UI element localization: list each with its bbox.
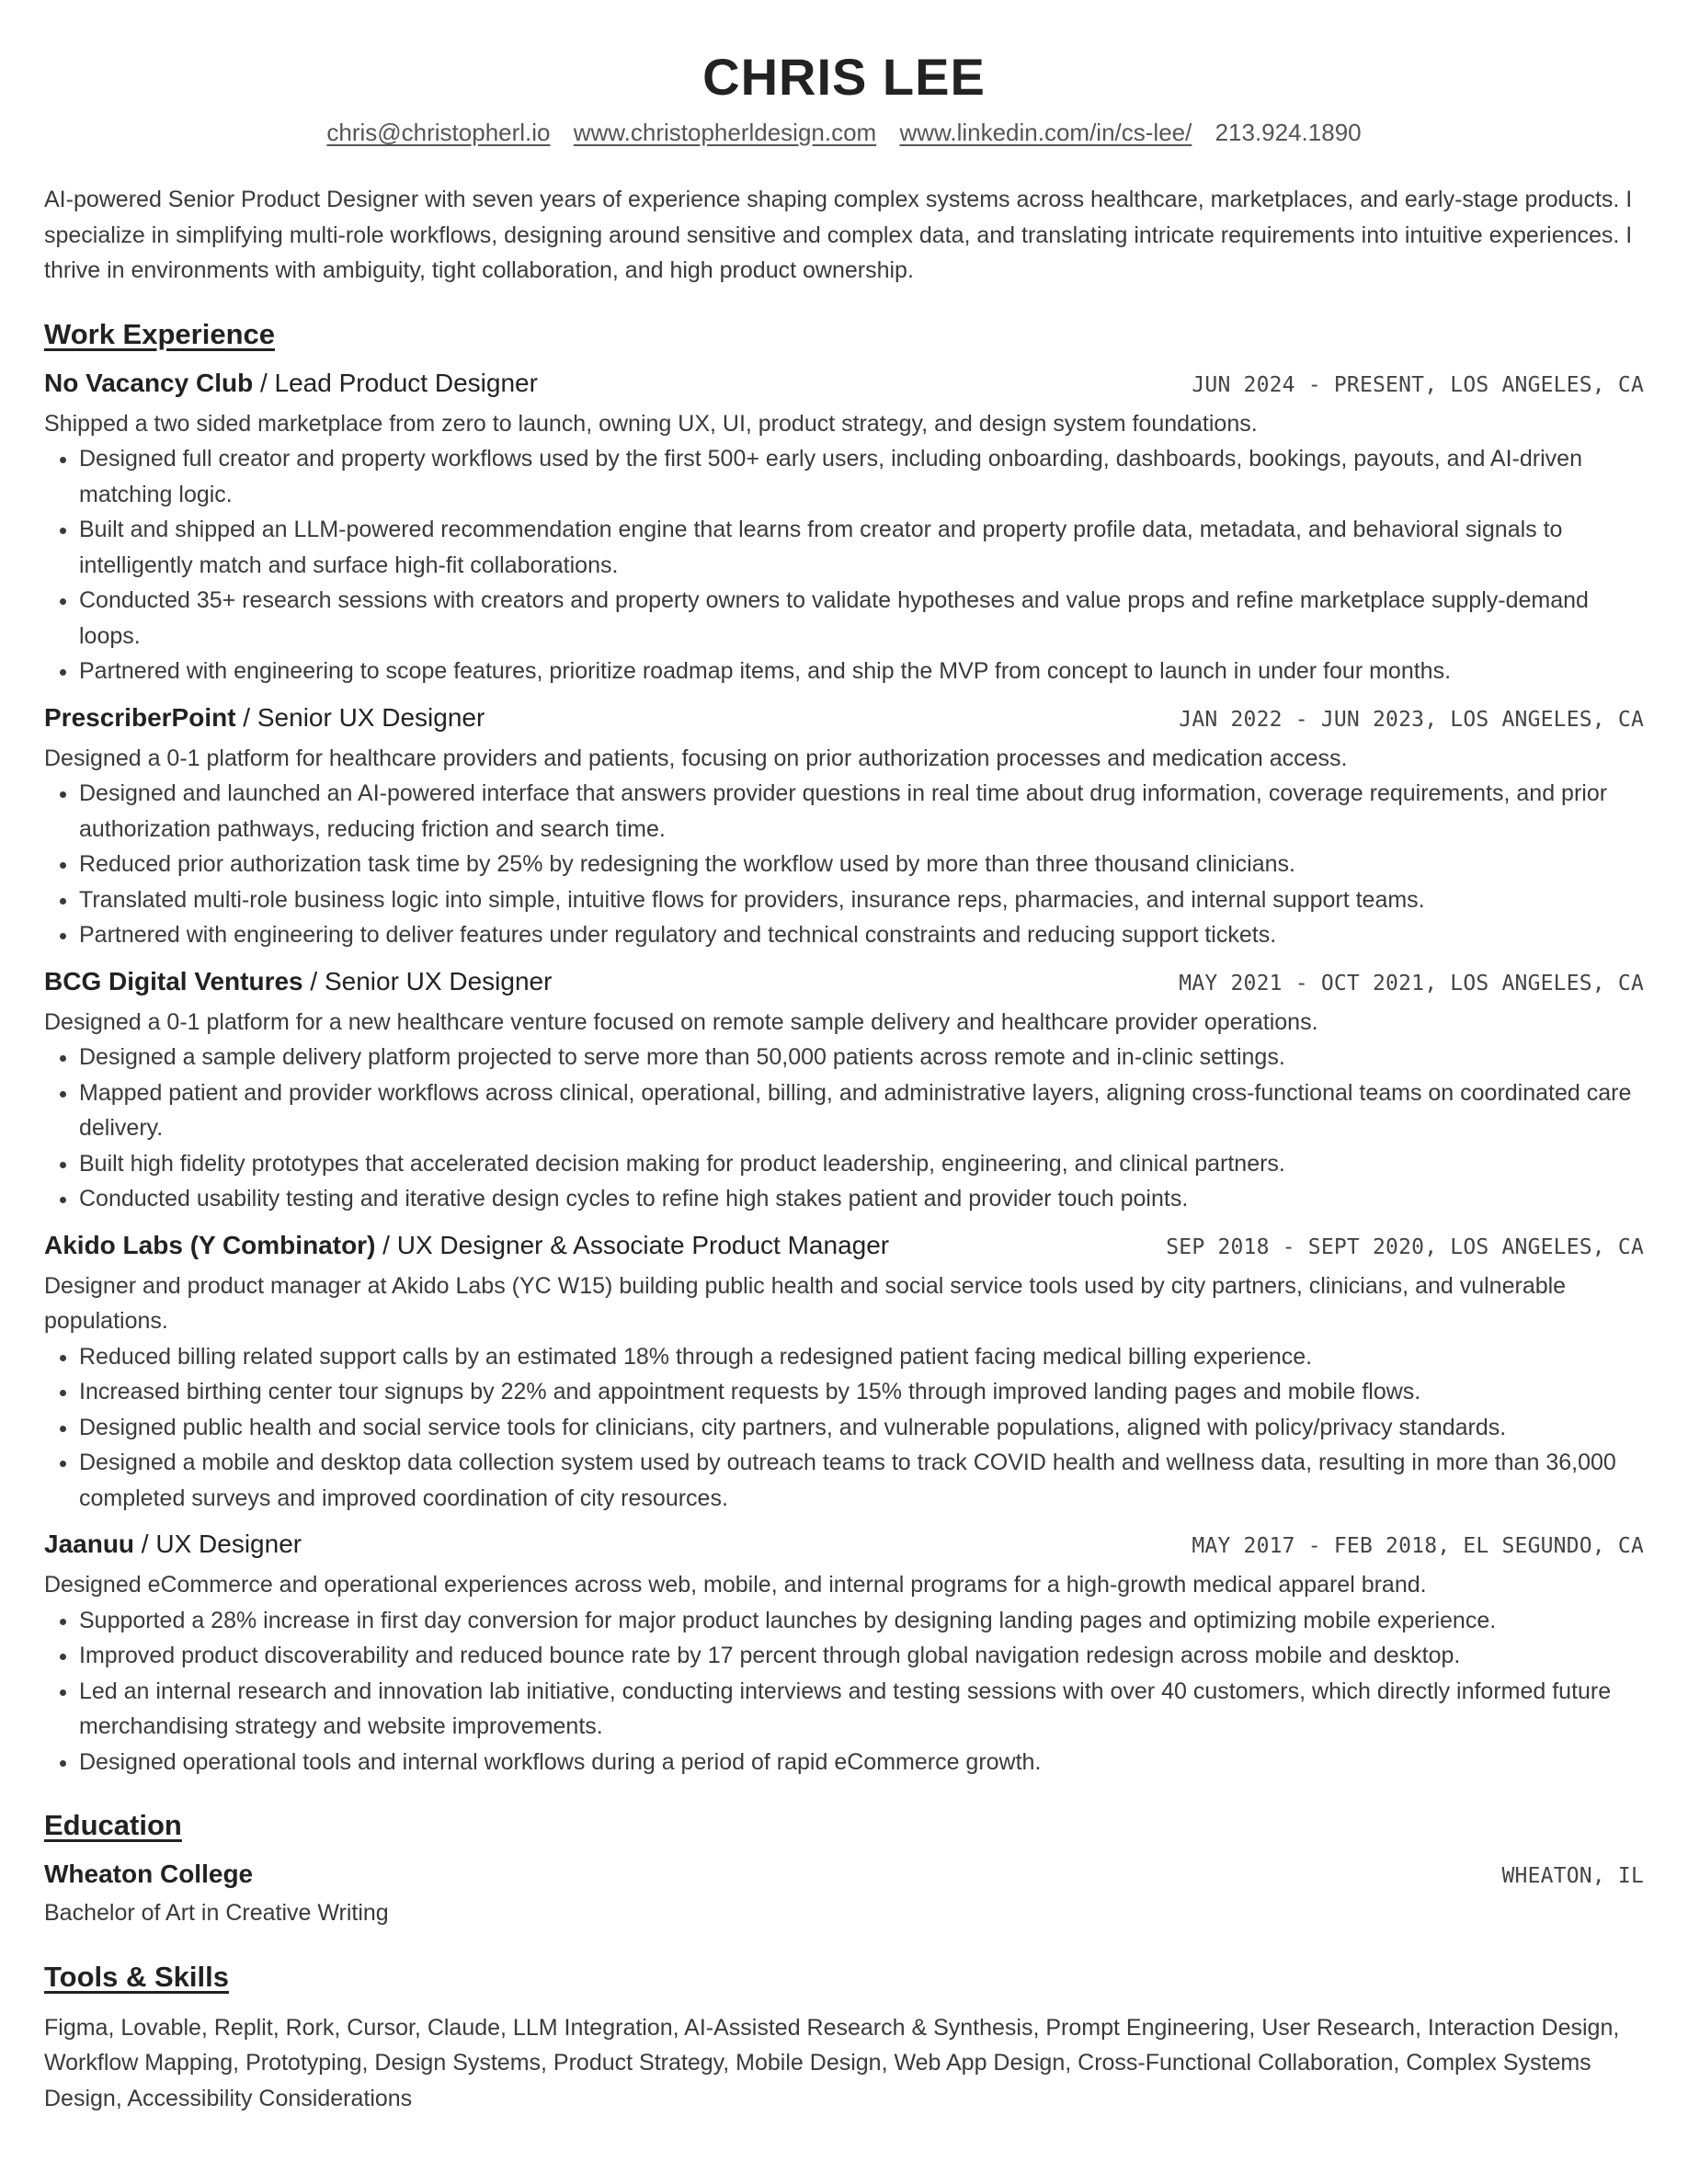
job-dates-location: JAN 2022 - JUN 2023, LOS ANGELES, CA — [1179, 707, 1644, 732]
job-entry — [44, 1226, 1644, 1517]
job-bullet: • Translated multi-role business logic into simple, intuitive flows for providers, insurance reps, pharmacies, and internal support teams. — [79, 882, 1644, 918]
website-link[interactable]: www.christopherldesign.com — [573, 119, 877, 146]
education-degree: Bachelor of Art in Creative Writing — [44, 1900, 389, 1926]
job-title — [44, 1525, 302, 1564]
job-entry — [44, 962, 1644, 1217]
job-bullets — [44, 1339, 1644, 1517]
professional-summary: AI-powered Senior Product Designer with seven years of experience shaping complex systems across healthcare, marketplaces, and early-stage products. I specialize in simplifying multi-role workflows, designing around sensitive and complex data, and translating intricate requirements into intuitive experiences. I thrive in environments with ambiguity, tight collaboration, and high product ownership. — [44, 187, 1633, 283]
job-bullet: • Reduced billing related support calls by an estimated 18% through a redesigned patient facing medical billing experience. — [79, 1339, 1644, 1375]
candidate-name: CHRIS LEE — [702, 48, 986, 106]
job-header — [44, 962, 1644, 1003]
job-dates-location: MAY 2017 - FEB 2018, EL SEGUNDO, CA — [1192, 1534, 1644, 1558]
phone-number: 213.924.1890 — [1215, 119, 1362, 146]
job-role: / UX Designer & Associate Product Manager — [375, 1230, 890, 1259]
job-bullet: • Improved product discoverability and reduced bounce rate by 17 percent through global navigation redesign across mobile and desktop. — [79, 1638, 1644, 1674]
job-title — [44, 962, 552, 1001]
education-heading: Education — [44, 1809, 182, 1841]
job-title — [44, 699, 485, 737]
job-header — [44, 364, 1644, 404]
job-bullet: • Reduced prior authorization task time by 25% by redesigning the workflow used by more than three thousand clinicians. — [79, 847, 1644, 882]
job-company: BCG Digital Ventures — [44, 966, 303, 995]
job-role: / UX Designer — [134, 1530, 302, 1558]
job-bullets — [44, 441, 1644, 689]
job-bullet: • Increased birthing center tour signups by 22% and appointment requests by 15% through improved landing pages and mobile flows. — [79, 1374, 1644, 1410]
job-title — [44, 364, 538, 403]
job-role: / Senior UX Designer — [302, 966, 553, 995]
job-description: Designed a 0-1 platform for a new healthcare venture focused on remote sample delivery and healthcare provider operations. — [44, 1008, 1318, 1035]
job-description: Designed a 0-1 platform for healthcare providers and patients, focusing on prior authorization processes and medication access. — [44, 745, 1348, 771]
skills-list: Figma, Lovable, Replit, Rork, Cursor, Claude, LLM Integration, AI-Assisted Research & Synthesis, Prompt Engineering, User Research, Interaction Design, Workflow Mapping, Prototyping, Design Systems, Product Strategy, Mobile Design, Web App Design, Cross-Functional Collaboration, Complex Systems Design, Accessibility Considerations — [44, 2014, 1620, 2111]
education-location: WHEATON, IL — [1501, 1864, 1644, 1888]
job-dates-location: MAY 2021 - OCT 2021, LOS ANGELES, CA — [1179, 971, 1644, 995]
skills-heading: Tools & Skills — [44, 1960, 229, 1993]
linkedin-link[interactable]: www.linkedin.com/in/cs-lee/ — [899, 119, 1192, 146]
education-entry — [44, 1855, 1644, 1931]
job-company: PrescriberPoint — [44, 702, 236, 732]
job-bullet: • Led an internal research and innovation lab initiative, conducting interviews and testing sessions with over 40 customers, which directly informed future merchandising strategy and website improvements. — [79, 1674, 1644, 1745]
job-bullet: • Supported a 28% increase in first day conversion for major product launches by designing landing pages and optimizing mobile experience. — [79, 1603, 1644, 1639]
job-bullet: • Partnered with engineering to deliver features under regulatory and technical constraints and reducing support tickets. — [79, 917, 1644, 953]
job-bullet: • Designed public health and social service tools for clinicians, city partners, and vulnerable populations, aligned with policy/privacy standards. — [79, 1410, 1644, 1446]
job-bullet: • Designed operational tools and internal workflows during a period of rapid eCommerce growth. — [79, 1745, 1644, 1780]
job-bullets — [44, 1603, 1644, 1780]
job-header — [44, 1226, 1644, 1267]
job-role: / Senior UX Designer — [235, 702, 485, 732]
job-header — [44, 699, 1644, 739]
job-title — [44, 1226, 889, 1265]
education-header — [44, 1855, 1644, 1895]
job-bullet: • Built high fidelity prototypes that accelerated decision making for product leadership, engineering, and clinical partners. — [79, 1146, 1644, 1182]
job-bullets — [44, 1040, 1644, 1217]
job-bullet: • Mapped patient and provider workflows across clinical, operational, billing, and administrative layers, aligning cross-functional teams on coordinated care delivery. — [79, 1075, 1644, 1146]
job-company: Akido Labs (Y Combinator) — [44, 1230, 376, 1259]
job-bullet: • Conducted usability testing and iterative design cycles to refine high stakes patient and provider touch points. — [79, 1181, 1644, 1217]
education-school: Wheaton College — [44, 1860, 254, 1888]
job-description: Designer and product manager at Akido Labs (YC W15) building public health and social service tools used by city partners, clinicians, and vulnerable populations. — [44, 1272, 1567, 1334]
job-entry — [44, 1525, 1644, 1780]
job-dates-location: JUN 2024 - PRESENT, LOS ANGELES, CA — [1192, 372, 1644, 397]
job-bullet: • Built and shipped an LLM-powered recommendation engine that learns from creator and property profile data, metadata, and behavioral signals to intelligently match and surface high-fit collaborations. — [79, 512, 1644, 583]
job-description: Shipped a two sided marketplace from zero to launch, owning UX, UI, product strategy, and design system foundations. — [44, 410, 1258, 437]
job-header — [44, 1525, 1644, 1565]
work-experience-heading: Work Experience — [44, 317, 275, 350]
job-bullet: • Designed a sample delivery platform projected to serve more than 50,000 patients across remote and in-clinic settings. — [79, 1040, 1644, 1075]
job-company: No Vacancy Club — [44, 368, 254, 397]
contact-row — [44, 114, 1644, 151]
job-entry — [44, 699, 1644, 953]
job-bullet: • Designed and launched an AI-powered interface that answers provider questions in real time about drug information, coverage requirements, and prior authorization pathways, reducing friction and search time. — [79, 776, 1644, 847]
job-entry — [44, 364, 1644, 689]
job-description: Designed eCommerce and operational experiences across web, mobile, and internal programs for a high-growth medical apparel brand. — [44, 1572, 1427, 1598]
job-bullets — [44, 776, 1644, 953]
job-bullet: • Designed full creator and property workflows used by the first 500+ early users, including onboarding, dashboards, bookings, payouts, and AI-driven matching logic. — [79, 441, 1644, 512]
email-link[interactable]: chris@christopherl.io — [326, 119, 551, 146]
job-bullet: • Partnered with engineering to scope features, prioritize roadmap items, and ship the MVP from concept to launch in under four months. — [79, 654, 1644, 689]
job-dates-location: SEP 2018 - SEPT 2020, LOS ANGELES, CA — [1166, 1234, 1644, 1259]
job-company: Jaanuu — [44, 1530, 135, 1558]
job-bullet: • Conducted 35+ research sessions with creators and property owners to validate hypotheses and value props and refine marketplace supply-demand loops. — [79, 583, 1644, 654]
job-role: / Lead Product Designer — [253, 368, 538, 397]
job-bullet: • Designed a mobile and desktop data collection system used by outreach teams to track COVID health and wellness data, resulting in more than 36,000 completed surveys and improved coordination of city resources. — [79, 1445, 1644, 1516]
